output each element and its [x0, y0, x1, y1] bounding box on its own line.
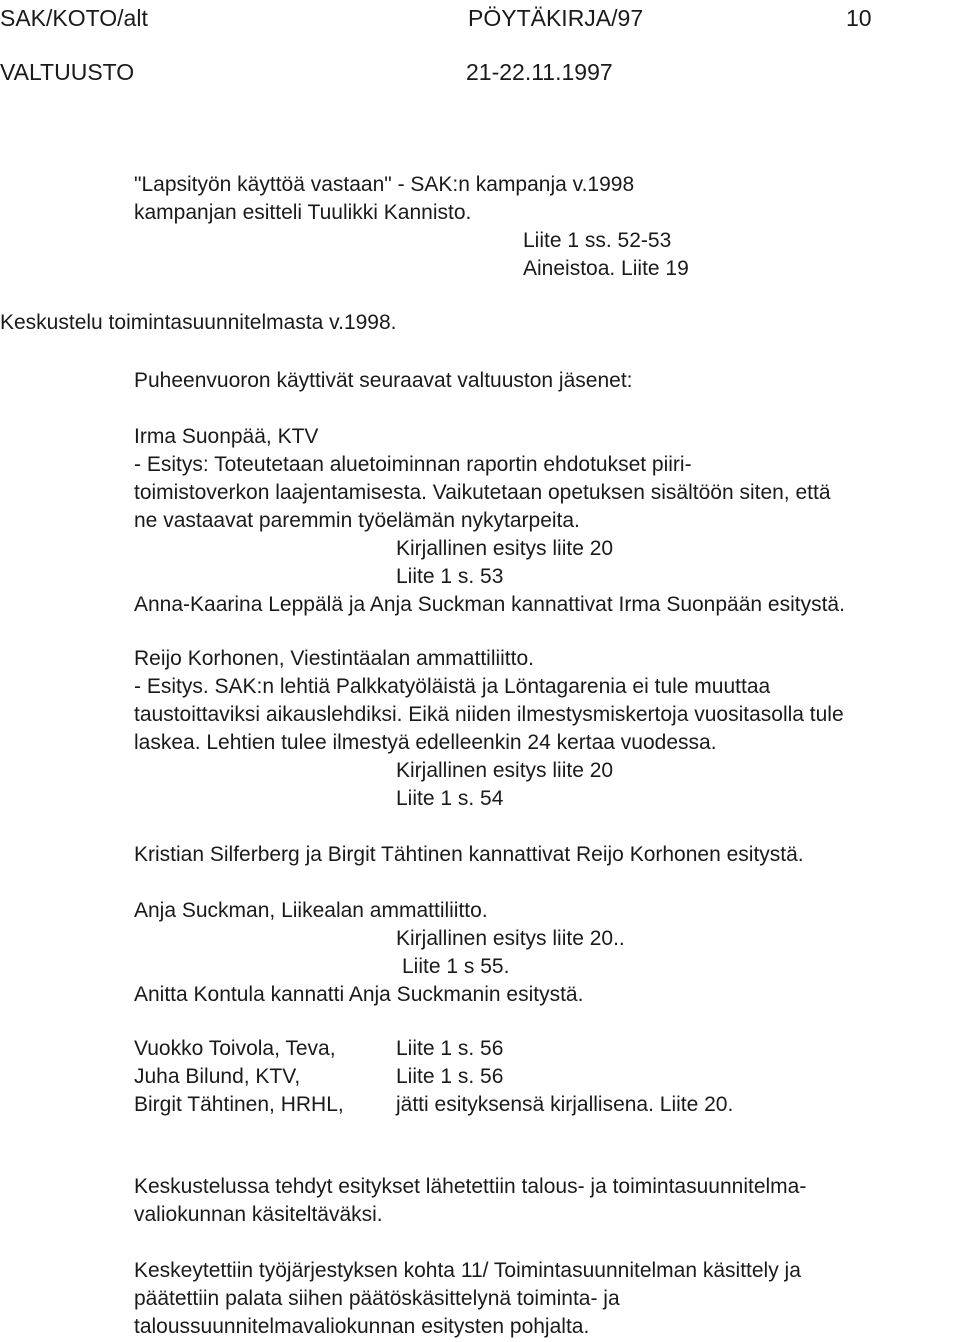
item1-title: "Lapsityön käyttöä vastaan" - SAK:n kampanja v.1998 — [134, 173, 635, 196]
closing-paragraph1-line1: Keskustelussa tehdyt esitykset lähetettiin talous- ja toimintasuunnitelma- — [134, 1175, 807, 1198]
header-doc-type: PÖYTÄKIRJA/97 — [468, 5, 644, 31]
header-page-number: 10 — [846, 5, 872, 31]
speaker2-line2: taustoittaviksi aikauslehdiksi. Eikä niiden ilmestysmiskertoja vuositasolla tule — [134, 703, 844, 726]
item1-presenter: kampanjan esitteli Tuulikki Kannisto. — [134, 201, 472, 224]
speaker2-support: Kristian Silferberg ja Birgit Tähtinen kannattivat Reijo Korhonen esitystä. — [134, 843, 804, 866]
closing-paragraph2-line3: taloussuunnitelmavaliokunnan esitysten pohjalta. — [134, 1315, 590, 1338]
speaker1-ref2: Liite 1 s. 53 — [396, 565, 504, 588]
other-speaker-name: Juha Bilund, KTV, — [134, 1065, 301, 1088]
header-org-code: SAK/KOTO/alt — [0, 5, 148, 31]
closing-paragraph1-line2: valiokunnan käsiteltäväksi. — [134, 1203, 383, 1226]
speaker1-support: Anna-Kaarina Leppälä ja Anja Suckman kannattivat Irma Suonpään esitystä. — [134, 593, 845, 616]
speaker1-line2: toimistoverkon laajentamisesta. Vaikutetaan opetuksen sisältöön siten, että — [134, 481, 831, 504]
item2-intro: Puheenvuoron käyttivät seuraavat valtuuston jäsenet: — [134, 369, 633, 392]
speaker2-line1: - Esitys. SAK:n lehtiä Palkkatyöläistä ja Löntagarenia ei tule muuttaa — [134, 675, 771, 698]
closing-paragraph2-line1: Keskeytettiin työjärjestyksen kohta 11/ Toimintasuunnitelman käsittely ja — [134, 1259, 801, 1282]
speaker1-name: Irma Suonpää, KTV — [134, 425, 319, 448]
item2-heading: Keskustelu toimintasuunnitelmasta v.1998. — [0, 311, 397, 334]
speaker3-support: Anitta Kontula kannatti Anja Suckmanin esitystä. — [134, 983, 584, 1006]
other-speaker-note: Liite 1 s. 56 — [396, 1037, 504, 1060]
closing-paragraph2-line2: päätettiin palata siihen päätöskäsittelynä toiminta- ja — [134, 1287, 620, 1310]
header-body: VALTUUSTO — [0, 59, 135, 85]
speaker1-line1: - Esitys: Toteutetaan aluetoiminnan raportin ehdotukset piiri- — [134, 453, 692, 476]
header-date: 21-22.11.1997 — [466, 59, 613, 85]
item1-ref2: Aineistoa. Liite 19 — [523, 257, 689, 280]
speaker3-ref2: Liite 1 s 55. — [402, 955, 510, 978]
speaker2-ref1: Kirjallinen esitys liite 20 — [396, 759, 614, 782]
speaker2-line3: laskea. Lehtien tulee ilmestyä edelleenkin 24 kertaa vuodessa. — [134, 731, 717, 754]
other-speaker-name: Vuokko Toivola, Teva, — [134, 1037, 336, 1060]
other-speaker-note: jätti esityksensä kirjallisena. Liite 20. — [396, 1093, 734, 1116]
speaker3-ref1: Kirjallinen esitys liite 20.. — [396, 927, 625, 950]
item1-ref1: Liite 1 ss. 52-53 — [523, 229, 672, 252]
speaker1-ref1: Kirjallinen esitys liite 20 — [396, 537, 614, 560]
speaker2-ref2: Liite 1 s. 54 — [396, 787, 504, 810]
other-speaker-name: Birgit Tähtinen, HRHL, — [134, 1093, 344, 1116]
speaker2-name: Reijo Korhonen, Viestintäalan ammattiliitto. — [134, 647, 534, 670]
other-speaker-note: Liite 1 s. 56 — [396, 1065, 504, 1088]
speaker1-line3: ne vastaavat paremmin työelämän nykytarpeita. — [134, 509, 580, 532]
speaker3-name: Anja Suckman, Liikealan ammattiliitto. — [134, 899, 488, 922]
